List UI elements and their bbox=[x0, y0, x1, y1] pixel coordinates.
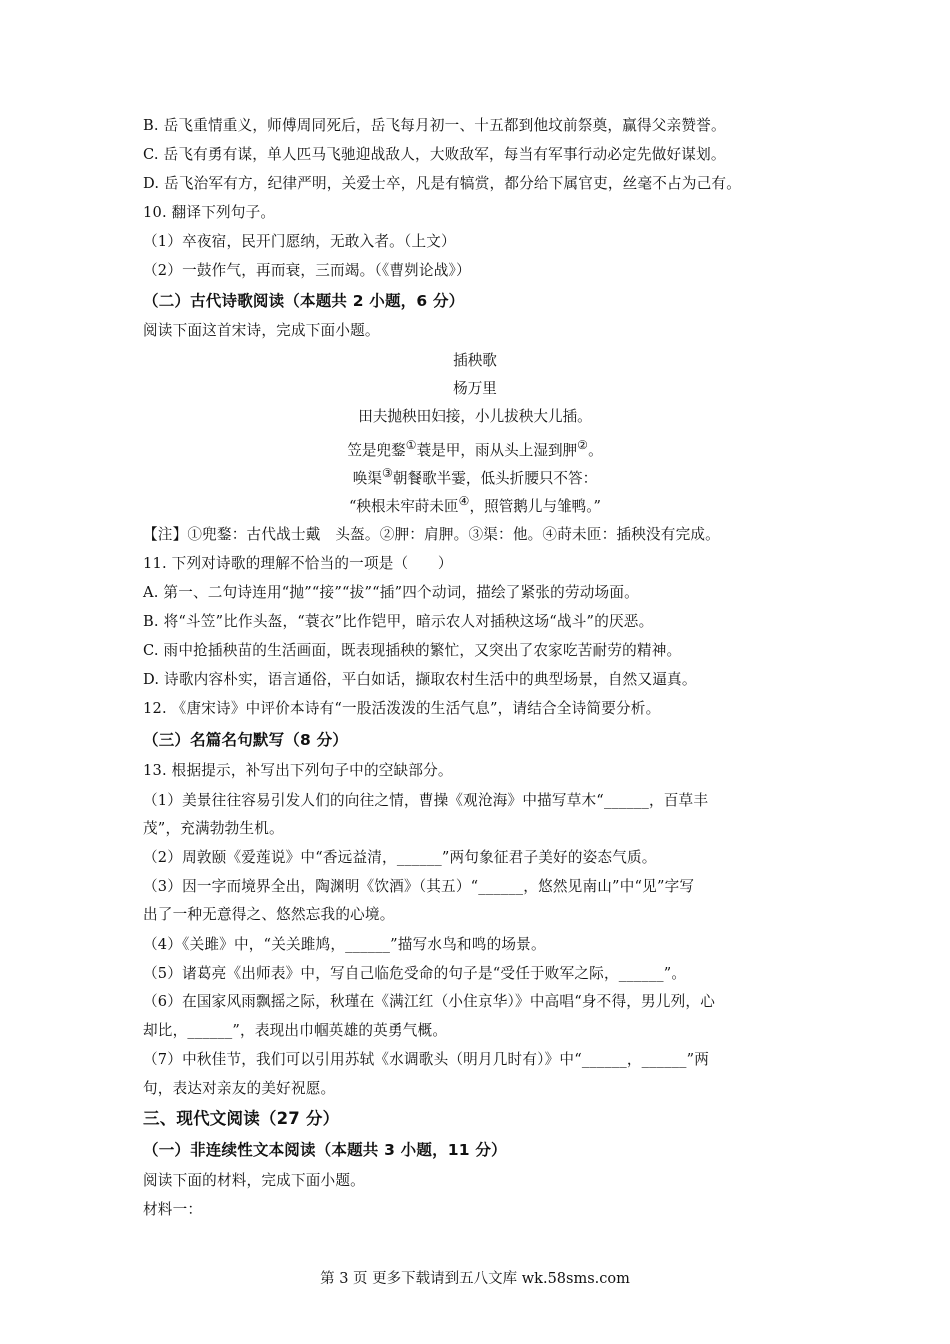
poem-author: 杨万里 bbox=[453, 380, 497, 397]
material-one-label: 材料一： bbox=[143, 1201, 203, 1218]
q11-option-c: C. 雨中抢插秧苗的生活画面，既表现插秧的繁忙，又突出了农家吃苦耐劳的精神。 bbox=[143, 642, 682, 659]
poem-line-4-part-b: ，照管鹅儿与雏鸭。” bbox=[469, 497, 602, 515]
q11-option-d: D. 诗歌内容朴实，语言通俗，平白如话，撷取农村生活中的典型场景，自然又逼真。 bbox=[143, 671, 697, 688]
nonlinear-intro: 阅读下面的材料，完成下面小题。 bbox=[143, 1172, 365, 1189]
q13-stem: 13. 根据提示，补写出下列句子中的空缺部分。 bbox=[143, 762, 453, 779]
q10-sentence-2: （2）一鼓作气，再而衰，三而竭。（《曹刿论战》） bbox=[143, 262, 471, 279]
q11-option-a: A. 第一、二句诗连用“抛”“接”“拔”“插”四个动词，描绘了紧张的劳动场面。 bbox=[143, 584, 639, 601]
q13-item-3-line-2: 出了一种无意得之、悠然忘我的心境。 bbox=[143, 906, 395, 923]
poem-line-3-part-a: 唤渠 bbox=[352, 469, 382, 487]
q10-sentence-1: （1）卒夜宿，民开门愿纳，无敢入者。（上文） bbox=[143, 233, 456, 250]
q13-item-5: （5）诸葛亮《出师表》中，写自己临危受命的句子是“受任于败军之际，______”。 bbox=[143, 965, 687, 982]
q13-item-4: （4）《关雎》中，“关关雎鸠，______”描写水鸟和鸣的场景。 bbox=[143, 936, 546, 953]
q9-option-b: B. 岳飞重情重义，师傅周同死后，岳飞每月初一、十五都到他坟前祭奠，赢得父亲赞誉。 bbox=[143, 117, 726, 134]
q9-option-d: D. 岳飞治军有方，纪律严明，关爱士卒，凡是有犒赏，都分给下属官吏，丝毫不占为己有。 bbox=[143, 175, 742, 192]
q13-item-7-line-2: 句，表达对亲友的美好祝愿。 bbox=[143, 1080, 336, 1097]
q10-stem: 10. 翻译下列句子。 bbox=[143, 204, 276, 221]
poem-annotation: 【注】①兜鍪：古代战士戴 头盔。②胛：肩胛。③渠：他。④莳未匝：插秧没有完成。 bbox=[143, 526, 720, 543]
poem-line-2-part-a: 笠是兜鍪 bbox=[347, 441, 406, 459]
page-footer: 第 3 页 更多下载请到五八文库 wk.58sms.com bbox=[320, 1271, 630, 1287]
poem-line-2-part-c: 。 bbox=[588, 441, 603, 459]
poem-line-4 bbox=[143, 490, 807, 518]
q13-item-3-line-1: （3）因一字而境界全出，陶渊明《饮酒》（其五）“______，悠然见南山”中“见”字写 bbox=[143, 878, 695, 895]
poem-line-4-part-a: “秧根未牢莳未匝 bbox=[348, 497, 459, 515]
note-marker-3: ③ bbox=[381, 466, 393, 480]
poem-title: 插秧歌 bbox=[453, 352, 497, 369]
q13-item-7-line-1: （7）中秋佳节，我们可以引用苏轼《水调歌头（明月几时有）》中“______，______”两 bbox=[143, 1051, 710, 1068]
q11-option-b: B. 将“斗笠”比作头盔，“蓑衣”比作铠甲，暗示农人对插秧这场“战斗”的厌恶。 bbox=[143, 613, 654, 630]
section-heading-nonlinear-text: （一）非连续性文本阅读（本题共 3 小题，11 分） bbox=[143, 1141, 507, 1159]
note-marker-2: ② bbox=[577, 438, 589, 452]
q9-option-c: C. 岳飞有勇有谋，单人匹马飞驰迎战敌人，大败敌军，每当有军事行动必定先做好谋划。 bbox=[143, 146, 726, 163]
poem-line-2 bbox=[143, 434, 807, 462]
q13-item-2: （2）周敦颐《爱莲说》中“香远益清，______”两句象征君子美好的姿态气质。 bbox=[143, 849, 657, 866]
poem-line-2-part-b: 蓑是甲，雨从头上湿到胛 bbox=[416, 441, 578, 459]
poem-line-3-part-b: 朝餐歌半霎，低头折腰只不答： bbox=[392, 469, 598, 487]
poem-line-3 bbox=[143, 462, 807, 490]
poetry-intro: 阅读下面这首宋诗，完成下面小题。 bbox=[143, 322, 380, 339]
poem-line-1: 田夫抛秧田妇接，小儿拔秧大儿插。 bbox=[358, 408, 592, 425]
q13-item-1-line-2: 茂”，充满勃勃生机。 bbox=[143, 820, 284, 837]
q12-stem: 12. 《唐宋诗》中评价本诗有“一股活泼泼的生活气息”，请结合全诗简要分析。 bbox=[143, 700, 661, 717]
section-heading-poetry: （二）古代诗歌阅读（本题共 2 小题，6 分） bbox=[143, 292, 465, 310]
q13-item-6-line-1: （6）在国家风雨飘摇之际，秋瑾在《满江红（小住京华）》中高唱“身不得，男儿列，心 bbox=[143, 993, 716, 1010]
part-heading-modern-reading: 三、现代文阅读（27 分） bbox=[143, 1109, 340, 1128]
section-heading-recitation: （三）名篇名句默写（8 分） bbox=[143, 731, 348, 749]
q13-item-6-line-2: 却比，______”，表现出巾帼英雄的英勇气概。 bbox=[143, 1022, 448, 1039]
q13-item-1-line-1: （1）美景往往容易引发人们的向往之情，曹操《观沧海》中描写草木“______，百草丰 bbox=[143, 792, 709, 809]
note-marker-1: ① bbox=[405, 438, 417, 452]
q11-stem: 11. 下列对诗歌的理解不恰当的一项是（ ） bbox=[143, 555, 453, 572]
note-marker-4: ④ bbox=[458, 494, 470, 508]
